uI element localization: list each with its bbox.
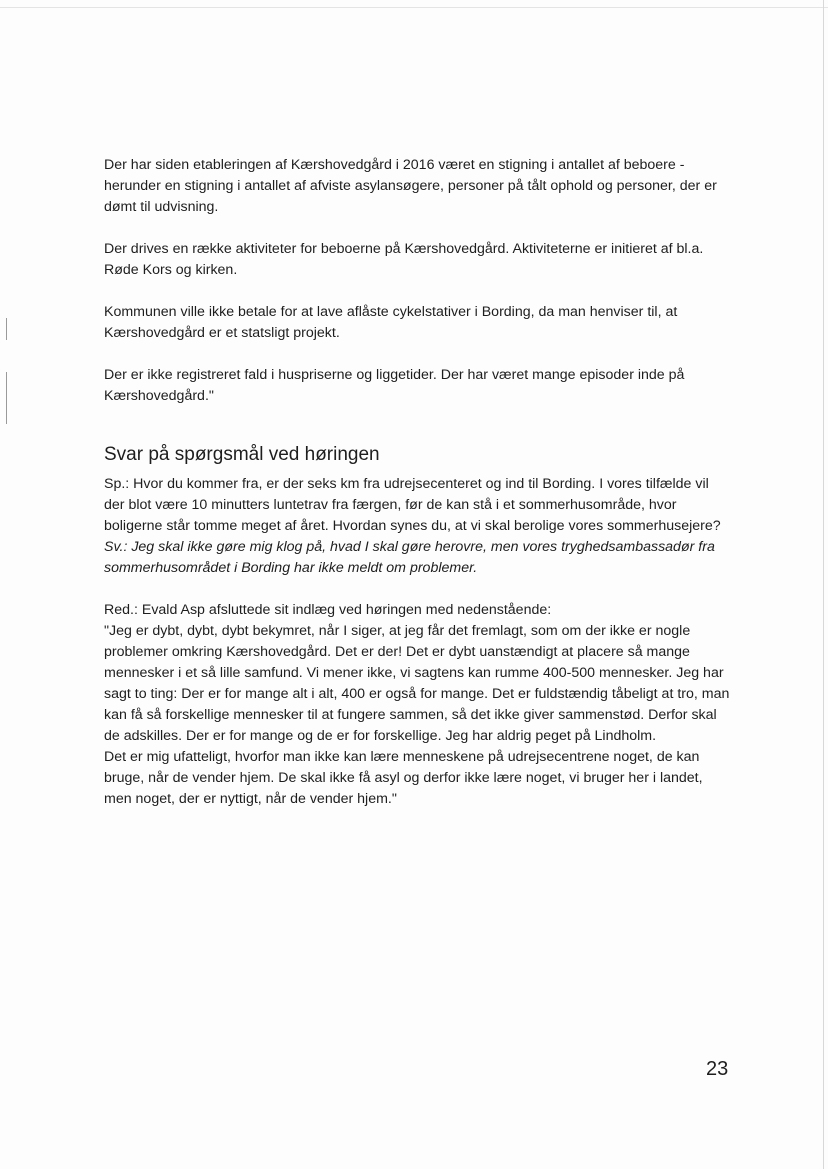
paragraph: Der er ikke registreret fald i huspriserne og liggetider. Der har været mange episoder inde på Kærshovedgård." xyxy=(104,367,685,404)
section-heading: Svar på spørgsmål ved høringen xyxy=(104,444,380,465)
question: Sp.: Hvor du kommer fra, er der seks km fra udrejsecenteret og ind til Bording. I vores tilfælde vil der blot være 10 minutters luntetrav fra færgen, før de kan stå i et sommerhusområde, hvor boligerne står tomme meget af året. Hvordan synes du, at vi skal berolige vores sommerhusejere? xyxy=(104,476,721,534)
question-answer xyxy=(104,474,730,579)
paragraph: Kommunen ville ikke betale for at lave aflåste cykelstativer i Bording, da man henviser til, at Kærshovedgård er et statsligt projekt. xyxy=(104,304,678,341)
document-body xyxy=(104,155,730,810)
paragraph: Der drives en række aktiviteter for beboerne på Kærshovedgård. Aktiviteterne er initieret af bl.a. Røde Kors og kirken. xyxy=(104,241,704,278)
scan-edge-right xyxy=(823,0,824,1169)
page-number: 23 xyxy=(706,1058,729,1080)
closing-quote xyxy=(104,600,730,810)
scan-edge-top xyxy=(0,7,828,8)
scan-mark xyxy=(6,372,7,424)
red-intro: Red.: Evald Asp afsluttede sit indlæg ved høringen med nedenstående: xyxy=(104,602,552,618)
quote-paragraph: "Jeg er dybt, dybt, dybt bekymret, når I siger, at jeg får det fremlagt, som om der ikke er nogle problemer omkring Kærshovedgård. Det er der! Det er dybt uanstændigt at placere så mange mennesker i et så lille samfund. Vi mener ikke, vi sagtens kan rumme 400-500 mennesker. Jeg har sagt to ting: Der er for mange alt i alt, 400 er også for mange. Det er fuldstændig tåbeligt at tro, man kan få så forskellige mennesker til at fungere sammen, så det ikke giver sammenstød. Derfor skal de adskilles. Der er for mange og de er for forskellige. Jeg har aldrig peget på Lindholm. xyxy=(104,623,730,744)
quote-paragraph: Det er mig ufatteligt, hvorfor man ikke kan lære menneskene på udrejsecentrene noget, de kan bruge, når de vender hjem. De skal ikke få asyl og derfor ikke lære noget, vi bruger her i landet, men noget, der er nyttigt, når de vender hjem." xyxy=(104,749,703,807)
paragraph: Der har siden etableringen af Kærshovedgård i 2016 været en stigning i antallet af beboere - herunder en stigning i antallet af afviste asylansøgere, personer på tålt ophold og personer, der er dømt til udvisning. xyxy=(104,157,717,215)
scan-mark xyxy=(6,318,7,340)
answer: Sv.: Jeg skal ikke gøre mig klog på, hvad I skal gøre herovre, men vores tryghedsambassadør fra sommerhusområdet i Bording har ikke meldt om problemer. xyxy=(104,539,715,576)
